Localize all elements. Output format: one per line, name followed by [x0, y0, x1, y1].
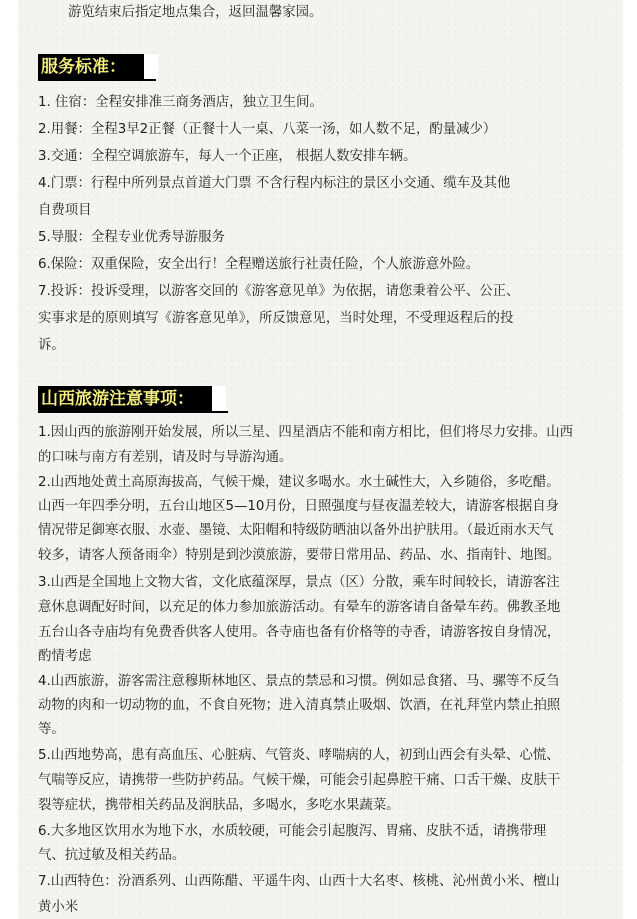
service-heading: 服务标准：: [38, 54, 158, 81]
notes-line: 1.因山西的旅游刚开始发展，所以三星、四星酒店不能和南方相比，但们将尽力安排。山西: [38, 425, 574, 440]
notes-line: 3.山西是全国地上文物大省，文化底蕴深厚，景点（区）分散，乘车时间较长，请游客注: [38, 575, 560, 590]
notes-line: 4.山西旅游，游客需注意穆斯林地区、景点的禁忌和习惯。例如忌食猪、马、骡等不反刍: [38, 674, 560, 689]
notes-line: 等。: [38, 722, 65, 737]
notes-line: 意休息调配好时间，以充足的体力参加旅游活动。有晕车的游客请自备晕车药。佛教圣地: [38, 600, 561, 615]
notes-line: 2.山西地处黄土高原海拔高，气候干燥，建议多喝水。水土碱性大，入乡随俗，多吃醋。: [38, 475, 560, 490]
service-line: 1. 住宿：全程安排准三商务酒店，独立卫生间。: [38, 95, 323, 110]
service-line: 自费项目: [38, 203, 92, 218]
service-line: 2.用餐：全程3早2正餐（正餐十人一桌、八菜一汤，如人数不足，酌量减少）: [38, 122, 497, 137]
service-line: 诉。: [38, 338, 65, 353]
intro-line: 游览结束后指定地点集合，返回温馨家园。: [68, 5, 323, 20]
notes-line: 7.山西特色：汾酒系列、山西陈醋、平遥牛肉、山西十大名枣、核桃、沁州黄小米、檀山: [38, 874, 560, 889]
service-line: 7.投诉：投诉受理，以游客交回的《游客意见单》为依据，请您秉着公平、公正、: [38, 284, 520, 299]
notes-line: 裂等症状，携带相关药品及润肤品，多喝水，多吃水果蔬菜。: [38, 798, 400, 813]
notes-line: 动物的肉和一切动物的血，不食自死物；进入清真禁止吸烟、饮酒，在礼拜堂内禁止拍照: [38, 698, 561, 713]
notes-line: 酌情考虑: [38, 649, 92, 664]
notes-line: 6.大多地区饮用水为地下水，水质较硬，可能会引起腹泻、胃痛、皮肤不适，请携带理: [38, 824, 547, 839]
service-line: 5.导服：全程专业优秀导游服务: [38, 230, 225, 245]
service-line: 4.门票：行程中所列景点首道大门票 不含行程内标注的景区小交通、缆车及其他: [38, 176, 511, 191]
notes-line: 黄小米: [38, 900, 79, 915]
service-line: 实事求是的原则填写《游客意见单》，所反馈意见，当时处理，不受理返程后的投: [38, 311, 514, 326]
notes-line: 五台山各寺庙均有免费香供客人使用。各寺庙也备有价格等的寺香，请游客按自身情况，: [38, 625, 561, 640]
service-line: 6.保险：双重保险，安全出行！全程赠送旅行社责任险，个人旅游意外险。: [38, 257, 480, 272]
notes-line: 气喘等反应，请携带一些防护药品。气候干燥，可能会引起鼻腔干痛、口舌干燥、皮肤干: [38, 773, 561, 788]
notes-heading-rule: [38, 411, 228, 413]
notes-line: 较多，请客人预备雨伞）特别是到沙漠旅游，要带日常用品、药品、水、指南针、地图。: [38, 548, 561, 563]
notes-line: 5.山西地势高，患有高血压、心脏病、气管炎、哮喘病的人，初到山西会有头晕、心慌、: [38, 748, 560, 763]
notes-line: 的口味与南方有差别，请及时与导游沟通。: [38, 450, 293, 465]
notes-heading: 山西旅游注意事项：: [38, 386, 226, 413]
document-page: [18, 0, 623, 919]
notes-line: 情况带足御寒衣服、水壶、墨镜、太阳帽和特级防晒油以备外出护肤用。（最近雨水天气: [38, 523, 554, 538]
service-heading-rule: [38, 79, 156, 81]
service-line: 3.交通：全程空调旅游车，每人一个正座， 根据人数安排车辆。: [38, 149, 417, 164]
notes-line: 山西一年四季分明，五台山地区5—10月份，日照强度与昼夜温差较大，请游客根据自身: [38, 499, 560, 514]
notes-line: 气、抗过敏及相关药品。: [38, 848, 186, 863]
